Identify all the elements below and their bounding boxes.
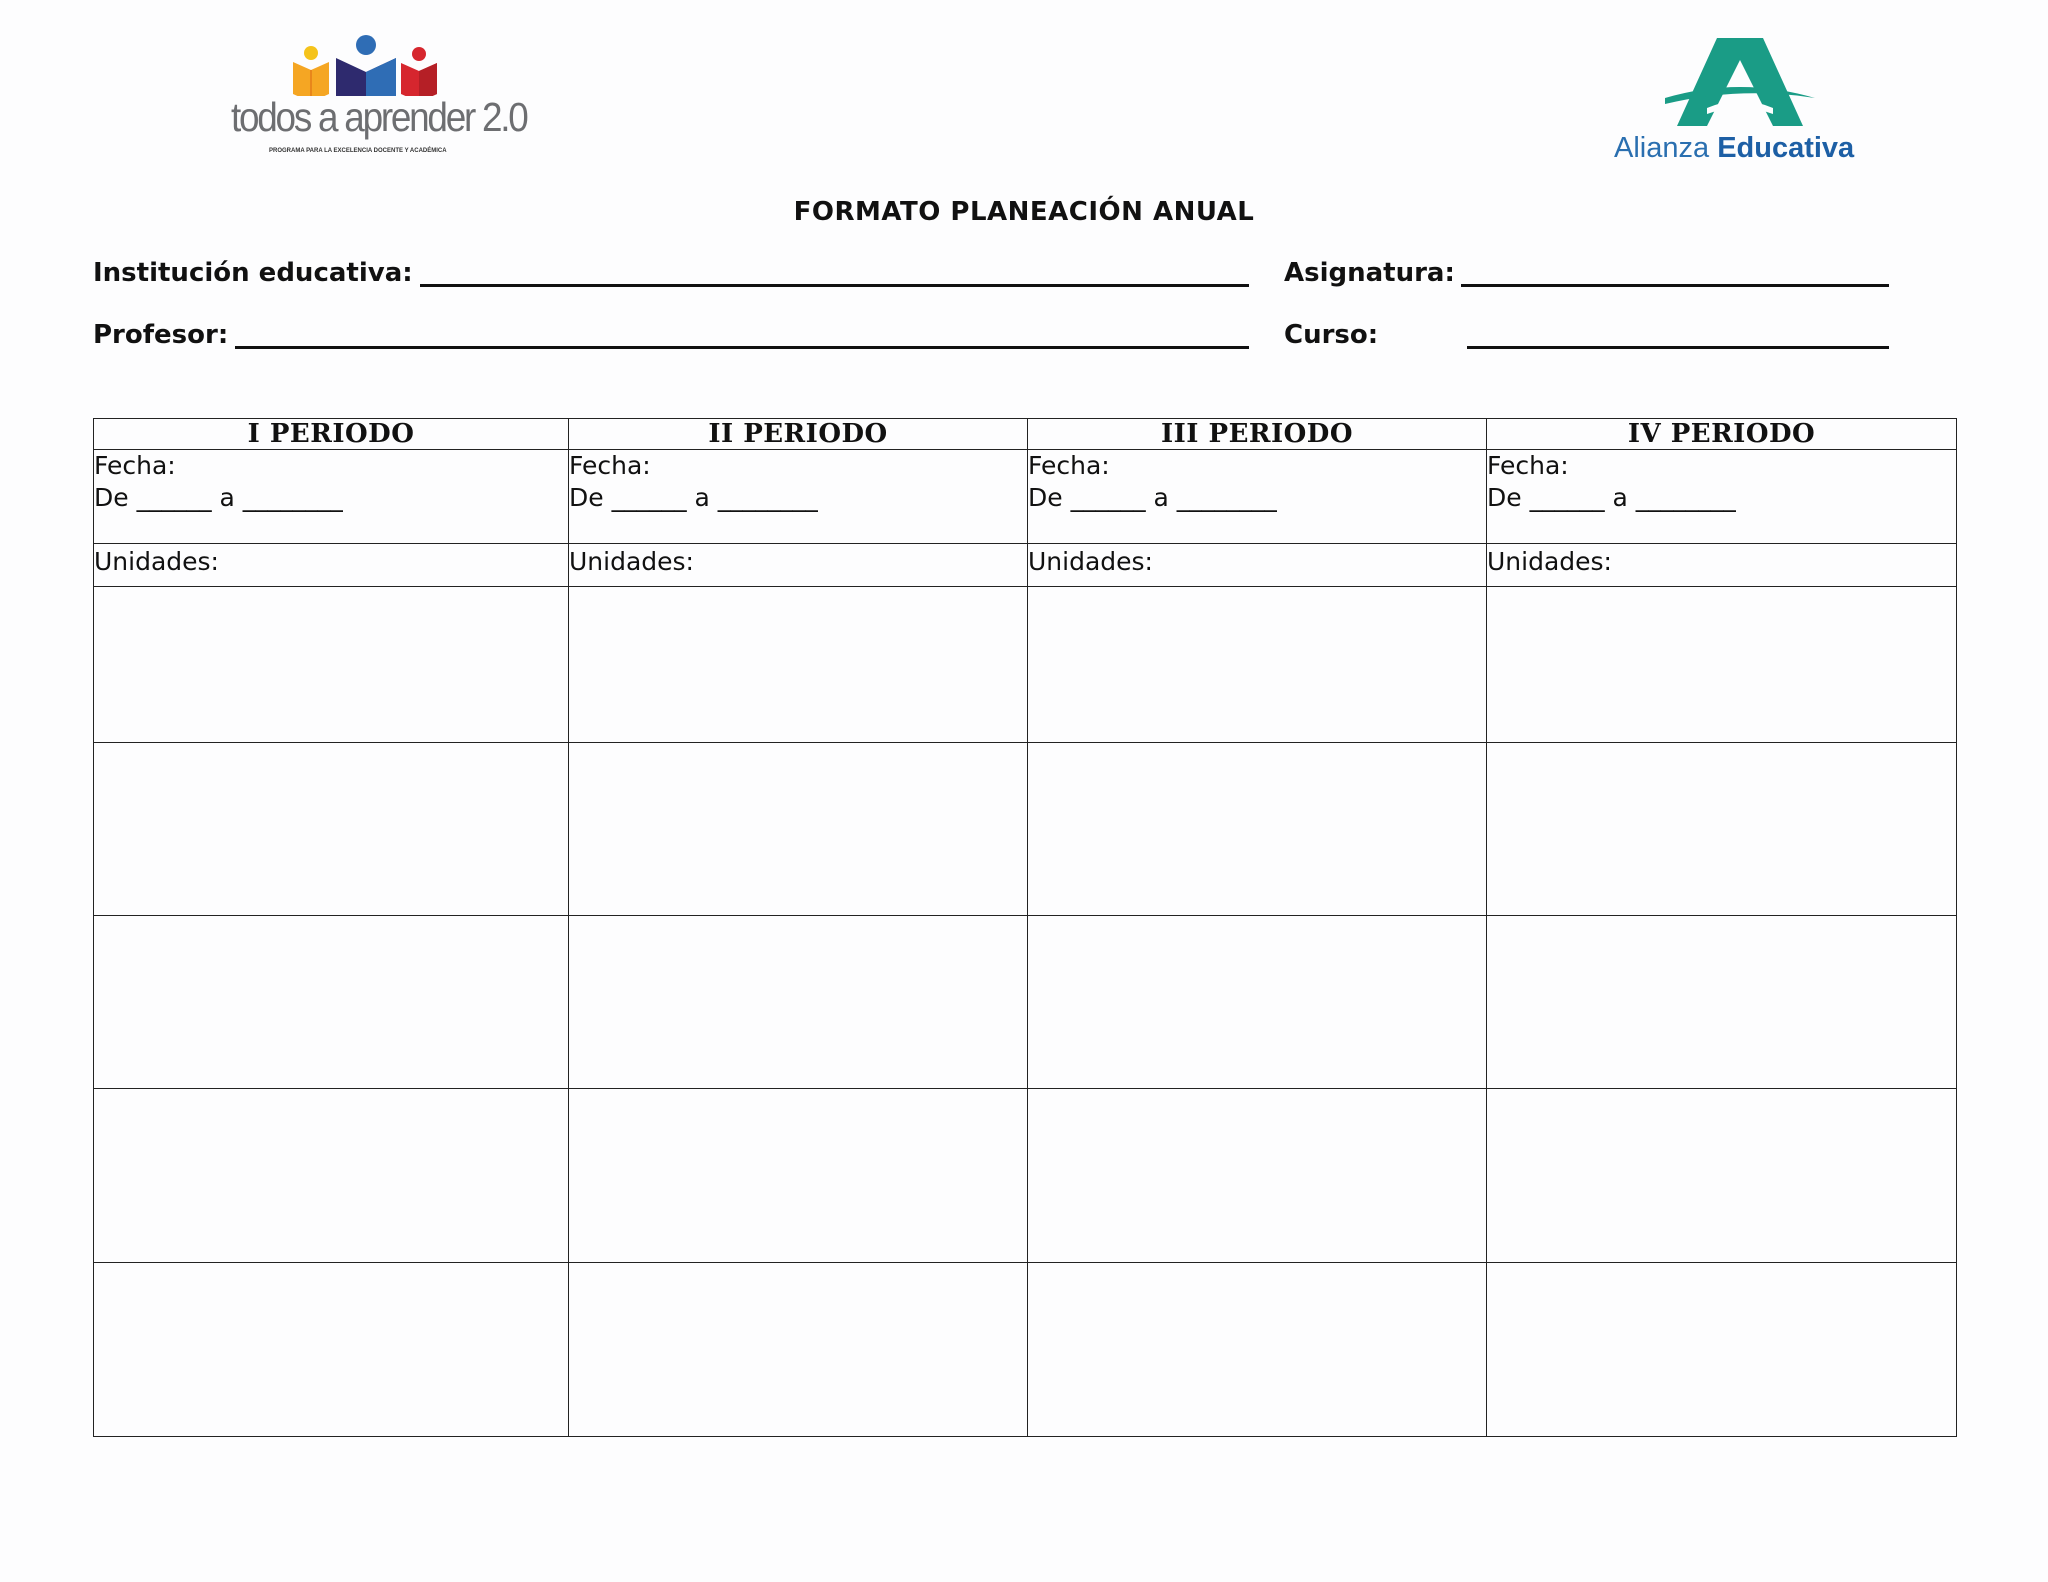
date-range: De ______ a ________ [94,483,343,512]
period-2-fecha-cell[interactable] [569,450,1028,544]
blank-cell[interactable] [94,587,569,743]
period-3-header: III PERIODO [1028,419,1487,450]
blank-cell[interactable] [1487,1089,1957,1263]
blank-cell[interactable] [1028,1263,1487,1437]
blank-cell[interactable] [1487,587,1957,743]
table-row [94,419,1957,450]
asignatura-input-line[interactable] [1461,284,1889,287]
institucion-label: Institución educativa: [93,258,413,288]
fecha-label: Fecha: [94,451,176,480]
fecha-label: Fecha: [1487,451,1569,480]
alianza-educativa-logo [1605,38,1885,168]
table-row [94,743,1957,916]
period-1-fecha-cell[interactable] [94,450,569,544]
blank-cell[interactable] [1028,916,1487,1089]
blank-cell[interactable] [94,743,569,916]
logo-text: Alianza Educativa [1614,132,1855,164]
blank-cell[interactable] [569,1089,1028,1263]
blank-cell[interactable] [1487,743,1957,916]
table-row [94,544,1957,587]
blank-cell[interactable] [1028,743,1487,916]
blank-cell[interactable] [569,1263,1028,1437]
blank-cell[interactable] [94,1089,569,1263]
curso-label: Curso: [1284,320,1379,350]
planning-table [93,418,1957,1437]
table-row [94,587,1957,743]
blank-cell[interactable] [1487,916,1957,1089]
profesor-input-line[interactable] [235,346,1249,349]
date-range: De ______ a ________ [569,483,818,512]
logo-text: todos a aprender 2.0 [231,94,527,140]
table-row [94,450,1957,544]
date-range: De ______ a ________ [1028,483,1277,512]
asignatura-label: Asignatura: [1284,258,1455,288]
period-4-header: IV PERIODO [1487,419,1957,450]
logo-tagline: PROGRAMA PARA LA EXCELENCIA DOCENTE Y ACADÉMICA [269,148,447,154]
page-title: FORMATO PLANEACIÓN ANUAL [793,197,1255,227]
blank-cell[interactable] [94,1263,569,1437]
blank-cell[interactable] [1487,1263,1957,1437]
blank-cell[interactable] [569,587,1028,743]
period-2-unidades-cell[interactable]: Unidades: [569,544,1028,587]
blank-cell[interactable] [569,916,1028,1089]
period-4-unidades-cell[interactable]: Unidades: [1487,544,1957,587]
period-4-fecha-cell[interactable] [1487,450,1957,544]
table-row [94,1089,1957,1263]
table-row [94,916,1957,1089]
period-1-unidades-cell[interactable]: Unidades: [94,544,569,587]
table-row [94,1263,1957,1437]
blank-cell[interactable] [1028,587,1487,743]
blank-cell[interactable] [1028,1089,1487,1263]
fecha-label: Fecha: [569,451,651,480]
period-3-fecha-cell[interactable] [1028,450,1487,544]
period-2-header: II PERIODO [569,419,1028,450]
todos-a-aprender-logo [225,34,527,164]
letter-a-icon [1665,38,1815,134]
institucion-input-line[interactable] [420,284,1249,287]
period-3-unidades-cell[interactable]: Unidades: [1028,544,1487,587]
books-people-icon [291,34,441,96]
date-range: De ______ a ________ [1487,483,1736,512]
fecha-label: Fecha: [1028,451,1110,480]
curso-input-line[interactable] [1467,346,1889,349]
blank-cell[interactable] [569,743,1028,916]
blank-cell[interactable] [94,916,569,1089]
profesor-label: Profesor: [93,320,229,350]
period-1-header: I PERIODO [94,419,569,450]
